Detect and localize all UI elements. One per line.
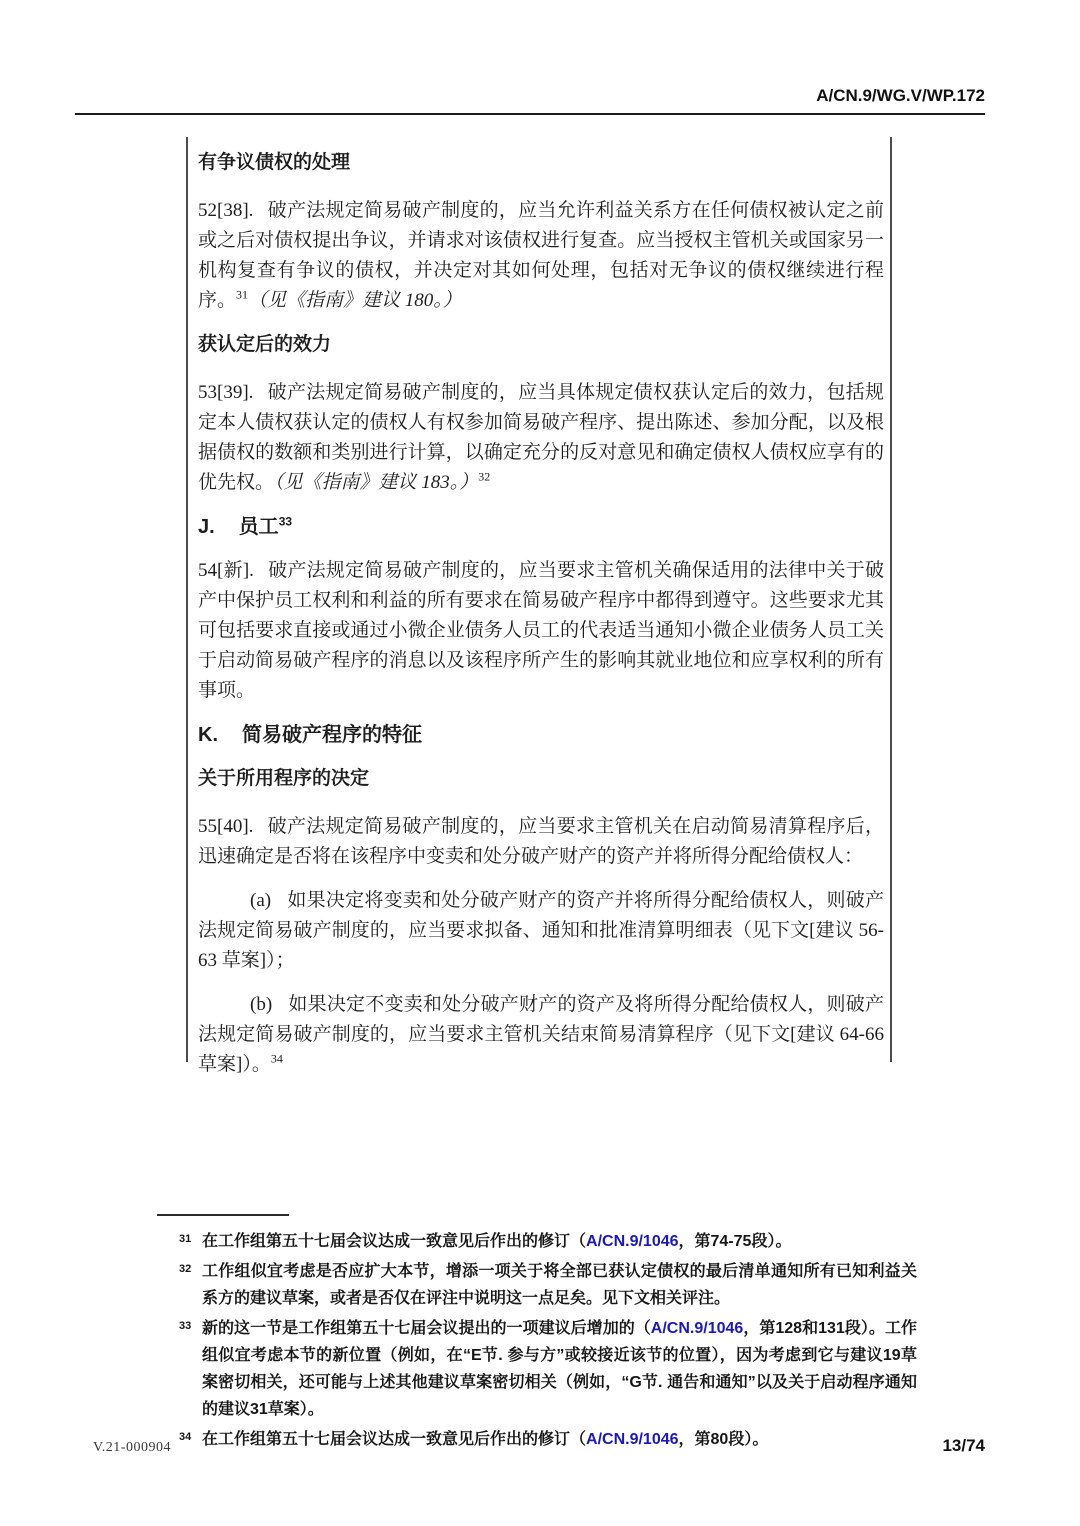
right-margin-rule [890,137,892,1062]
footnote-34 [155,1426,917,1453]
footnote-text: ，第128和131段）。工作组似宜考虑本节的新位置（例如，在“E节. 参与方”或较接近该节的位置），因为考虑到它与建议19草案密切相关，还可能与上述其他建议草案密切相关（例如，“G节. 通告和通知”以及关于启动程序通知的建议31草案）。 [202,1320,917,1418]
paragraph-text: 如果决定将变卖和处分破产财产的资产并将所得分配给债权人，则破产法规定简易破产制度的，应当要求拟备、通知和批准清算明细表（见下文[建议 56-63 草案]）； [198,890,884,971]
paragraph-text: 破产法规定简易破产制度的，应当允许利益关系方在任何债权被认定之前或之后对债权提出争议，并请求对该债权进行复查。应当授权主管机关或国家另一机构复查有争议的债权，并决定对其如何处理，包括对无争议的债权继续进行程序。 [198,200,884,311]
footnote-text: 在工作组第五十七届会议达成一致意见后作出的修订（ [202,1431,587,1448]
footnote-text: 在工作组第五十七届会议达成一致意见后作出的修订（ [202,1233,587,1250]
page-number: 13/74 [942,1436,985,1455]
document-symbol: A/CN.9/WG.V/WP.172 [816,86,985,105]
footnote-ref-32: 32 [478,469,491,484]
footnote-number: 32 [179,1263,192,1275]
subparagraph-label: (a) [250,890,272,911]
subparagraph-b [198,990,884,1080]
footnote-32 [155,1258,917,1312]
subparagraph-label: (b) [250,994,273,1015]
heading-effect-after-admission: 获认定后的效力 [198,334,332,355]
header-rule [75,113,985,115]
paragraph-text: 破产法规定简易破产制度的，应当具体规定债权获认定后的效力，包括规定本人债权获认定的债权人有权参加简易破产程序、提出陈述、参加分配，以及根据债权的数额和类别进行计算，以确定充分的反对意见和确定债权人债权应享有的优先权。 [198,382,884,493]
footnote-33 [155,1315,917,1423]
footnote-text: ，第80段）。 [678,1431,769,1448]
footnote-number: 34 [179,1431,192,1443]
paragraph-text: 破产法规定简易破产制度的，应当要求主管机关确保适用的法律中关于破产中保护员工权利和利益的所有要求在简易破产程序中都得到遵守。这些要求尤其可包括要求直接或通过小微企业债务人员工的代表适当通知小微企业债务人员工关于启动简易破产程序的消息以及该程序所产生的影响其就业地位和应享权利的所有事项。 [198,560,884,701]
paragraph-number: 52[38]. [198,200,254,221]
paragraph-number: 53[39]. [198,382,254,403]
section-title: 简易破产程序的特征 [242,724,422,746]
paragraph-number: 54[新]. [198,560,254,581]
footnote-ref-34: 34 [270,1051,283,1066]
footnote-text: 新的这一节是工作组第五十七届会议提出的一项建议后增加的（ [202,1320,651,1337]
document-reference-link[interactable]: A/CN.9/1046 [586,1233,679,1250]
guide-reference: （见《指南》建议 183。） [274,472,479,493]
heading-section-k [198,720,884,750]
footnote-text: 工作组似宜考虑是否应扩大本节，增添一项关于将全部已获认定债权的最后清单通知所有已知利益关系方的建议草案，或者是否仅在评注中说明这一点足矣。见下文相关评注。 [202,1263,917,1307]
paragraph-53 [198,378,884,498]
footnote-number: 33 [179,1320,192,1332]
footnote-31 [155,1228,917,1255]
document-reference-link[interactable]: A/CN.9/1046 [586,1431,679,1448]
section-letter: J. [198,516,215,538]
footnotes-block [155,1214,917,1456]
footnote-ref-31: 31 [236,287,249,302]
paragraph-55 [198,812,884,872]
section-title: 员工 [238,516,279,538]
left-margin-rule [186,137,188,1062]
paragraph-54 [198,556,884,706]
document-body [198,140,884,1094]
paragraph-text: 破产法规定简易破产制度的，应当要求主管机关在启动简易清算程序后，迅速确定是否将在该程序中变卖和处分破产财产的资产并将所得分配给债权人： [198,816,884,867]
job-number: V.21-000904 [93,1440,171,1455]
footnote-number: 31 [179,1233,192,1245]
guide-reference: （见《指南》建议 180。） [248,290,462,311]
document-reference-link[interactable]: A/CN.9/1046 [650,1320,744,1337]
paragraph-number: 55[40]. [198,816,254,837]
subparagraph-a [198,886,884,976]
footnote-separator-rule [157,1214,289,1216]
paragraph-text: 如果决定不变卖和处分破产财产的资产及将所得分配给债权人，则破产法规定简易破产制度的，应当要求主管机关结束简易清算程序（见下文[建议 64-66 草案]）。 [198,994,884,1075]
paragraph-52 [198,196,884,316]
section-letter: K. [198,724,218,746]
footnote-ref-33: 33 [278,514,293,529]
heading-section-j [198,512,884,542]
heading-disputed-claims: 有争议债权的处理 [198,152,351,173]
footnote-text: ，第74-75段）。 [678,1233,792,1250]
heading-decision-on-procedure: 关于所用程序的决定 [198,768,370,789]
